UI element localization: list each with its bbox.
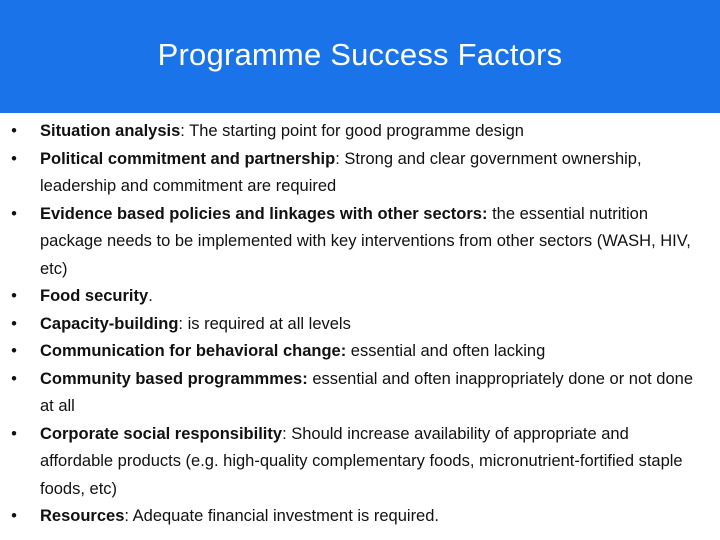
bullet-marker: • <box>11 342 17 360</box>
bullet-marker: • <box>11 149 17 168</box>
bullet-term: Community based programmmes: <box>40 369 308 388</box>
bullet-item <box>0 421 712 504</box>
bullet-item <box>0 311 712 339</box>
bullet-marker: • <box>11 424 17 443</box>
bullet-marker: • <box>11 507 17 525</box>
bullet-item <box>0 118 712 146</box>
bullet-text: essential and often inappropriately done or not done at all <box>40 369 694 415</box>
bullet-marker: • <box>11 122 17 140</box>
bullet-text: : The starting point for good programme design <box>180 122 524 140</box>
bullet-term: Communication for behavioral change: <box>40 342 347 360</box>
bullet-text: : Strong and clear government ownership, leadership and commitment are required <box>40 149 642 195</box>
bullet-marker: • <box>11 204 17 223</box>
bullet-term: Corporate social responsibility <box>40 424 283 443</box>
bullet-marker: • <box>11 314 17 333</box>
bullet-term: Situation analysis <box>40 122 181 140</box>
bullet-text: : is required at all levels <box>178 314 351 333</box>
bullet-item <box>0 366 712 421</box>
bullet-term: Evidence based policies and linkages with other sectors: <box>40 204 488 223</box>
bullet-term: Capacity-building <box>40 314 179 333</box>
bullet-term: Resources <box>40 507 125 525</box>
bullet-text: : Adequate financial investment is required. <box>124 507 439 525</box>
slide-title: Programme Success Factors <box>157 36 563 72</box>
bullet-item <box>0 503 712 531</box>
bullet-item <box>0 146 712 201</box>
bullet-item <box>0 283 712 311</box>
bullet-marker: • <box>11 369 17 388</box>
bullet-item <box>0 338 712 366</box>
bullet-text: : Should increase availability of appropriate and affordable products (e.g. high-quality complementary foods, micronutrient-fortified staple foods, etc) <box>40 424 683 498</box>
bullet-term: Political commitment and partnership <box>40 149 336 168</box>
bullet-marker: • <box>11 287 17 305</box>
bullet-text: essential and often lacking <box>346 342 546 360</box>
bullet-list <box>0 118 712 531</box>
title-banner <box>0 0 720 113</box>
bullet-item <box>0 201 712 284</box>
bullet-text: . <box>148 287 153 305</box>
bullet-term: Food security <box>40 287 149 305</box>
bullet-text: the essential nutrition package needs to be implemented with key interventions from other sectors (WASH, HIV, etc) <box>40 204 691 278</box>
